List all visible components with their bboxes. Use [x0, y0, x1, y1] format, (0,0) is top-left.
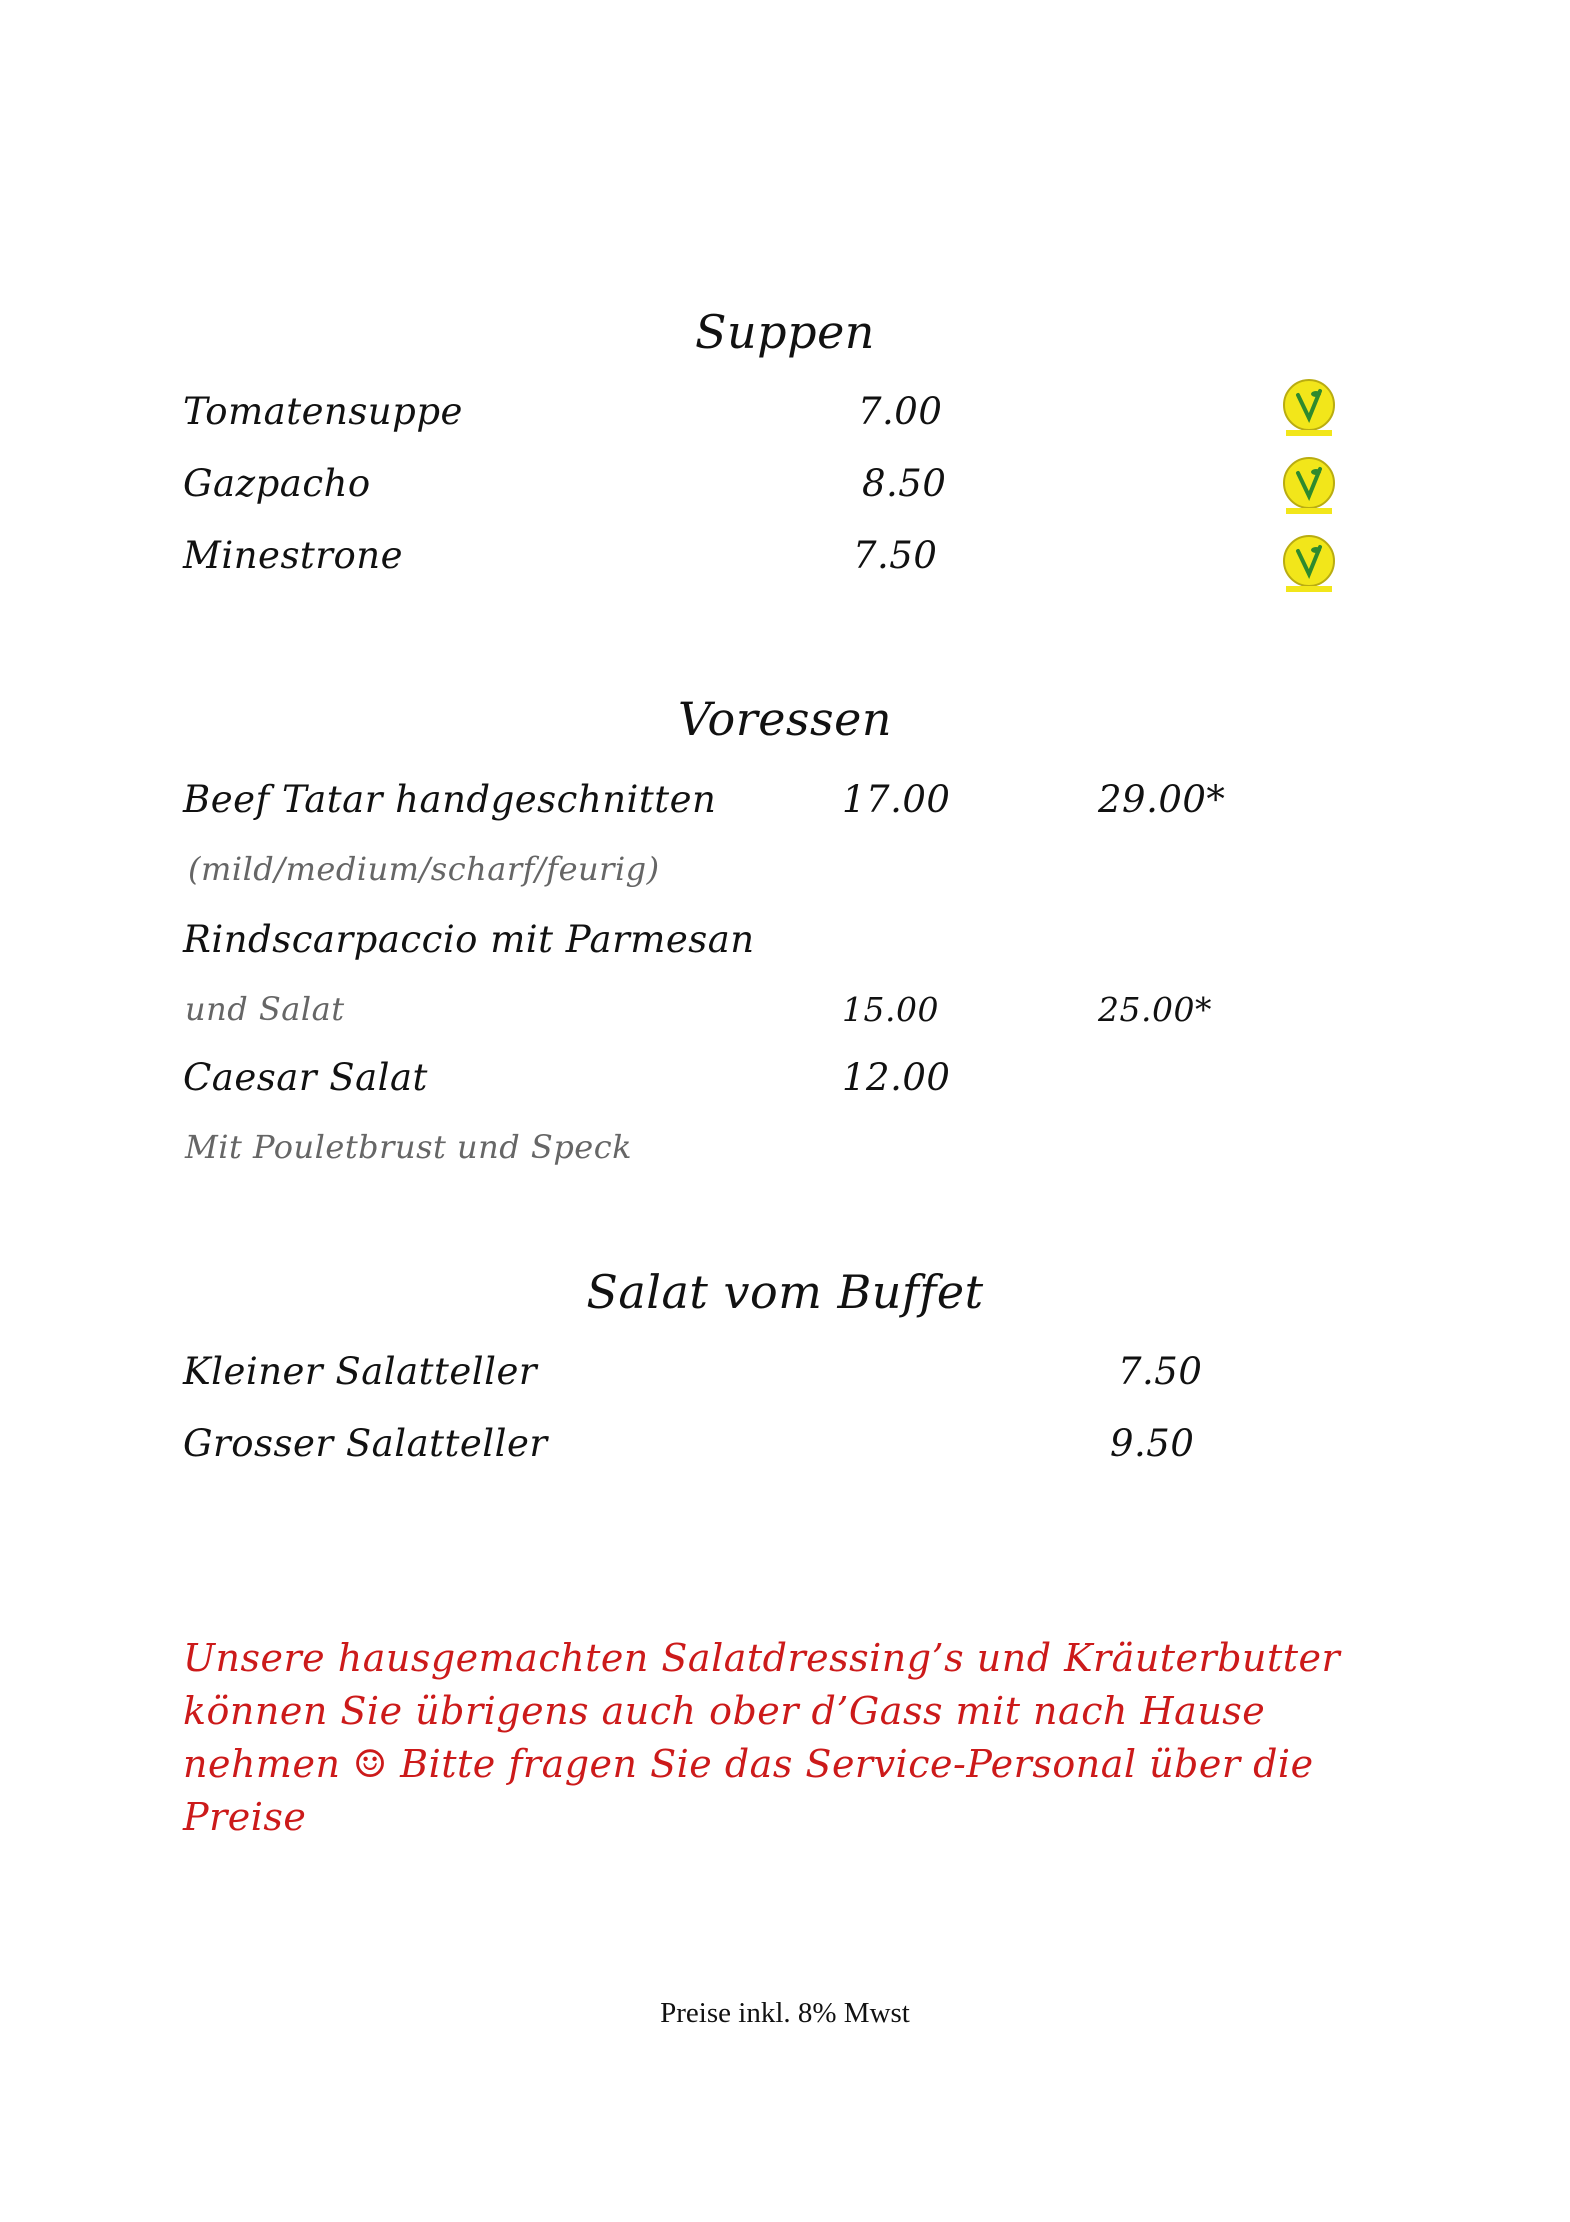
menu-item-detail: (mild/medium/scharf/feurig): [188, 850, 660, 888]
menu-item-price-large: 25.00*: [1098, 990, 1212, 1029]
section-title-salat-buffet: Salat vom Buffet: [586, 1265, 984, 1319]
menu-item-price: 9.50: [1110, 1422, 1195, 1465]
menu-item-price: 7.50: [1118, 1350, 1203, 1393]
menu-item-price: 8.50: [862, 462, 947, 505]
menu-item-name: Beef Tatar handgeschnitten: [183, 778, 717, 821]
menu-item-detail: Mit Pouletbrust und Speck: [185, 1128, 633, 1166]
vegetarian-label-icon: [1282, 378, 1336, 438]
menu-item-price: 17.00: [842, 778, 951, 821]
vegetarian-label-icon: [1282, 456, 1336, 516]
menu-item-detail: und Salat: [185, 990, 345, 1028]
section-title-suppen: Suppen: [695, 305, 875, 359]
menu-item-name: Grosser Salatteller: [183, 1422, 548, 1465]
menu-item-price: 12.00: [842, 1056, 951, 1099]
menu-item-name: Gazpacho: [183, 462, 371, 505]
menu-item-name: Rindscarpaccio mit Parmesan: [183, 918, 755, 961]
price-footer: Preise inkl. 8% Mwst: [660, 1997, 910, 2029]
vegetarian-label-icon: [1282, 534, 1336, 594]
menu-item-price: 15.00: [842, 990, 939, 1029]
menu-item-name: Caesar Salat: [183, 1056, 428, 1099]
menu-item-price: 7.00: [858, 390, 943, 433]
dressing-note: Unsere hausgemachten Salatdressing’s und Kräuterbutter können Sie übrigens auch ober d’Gass mit nach Hause nehmen ☺ Bitte fragen Sie das Service-Personal über die Preise: [183, 1636, 1341, 1839]
menu-item-price: 7.50: [853, 534, 938, 577]
menu-item-name: Tomatensuppe: [183, 390, 463, 433]
menu-item-price-large: 29.00*: [1098, 778, 1226, 821]
section-title-voressen: Voressen: [678, 692, 892, 746]
menu-item-name: Kleiner Salatteller: [183, 1350, 538, 1393]
menu-item-name: Minestrone: [183, 534, 403, 577]
